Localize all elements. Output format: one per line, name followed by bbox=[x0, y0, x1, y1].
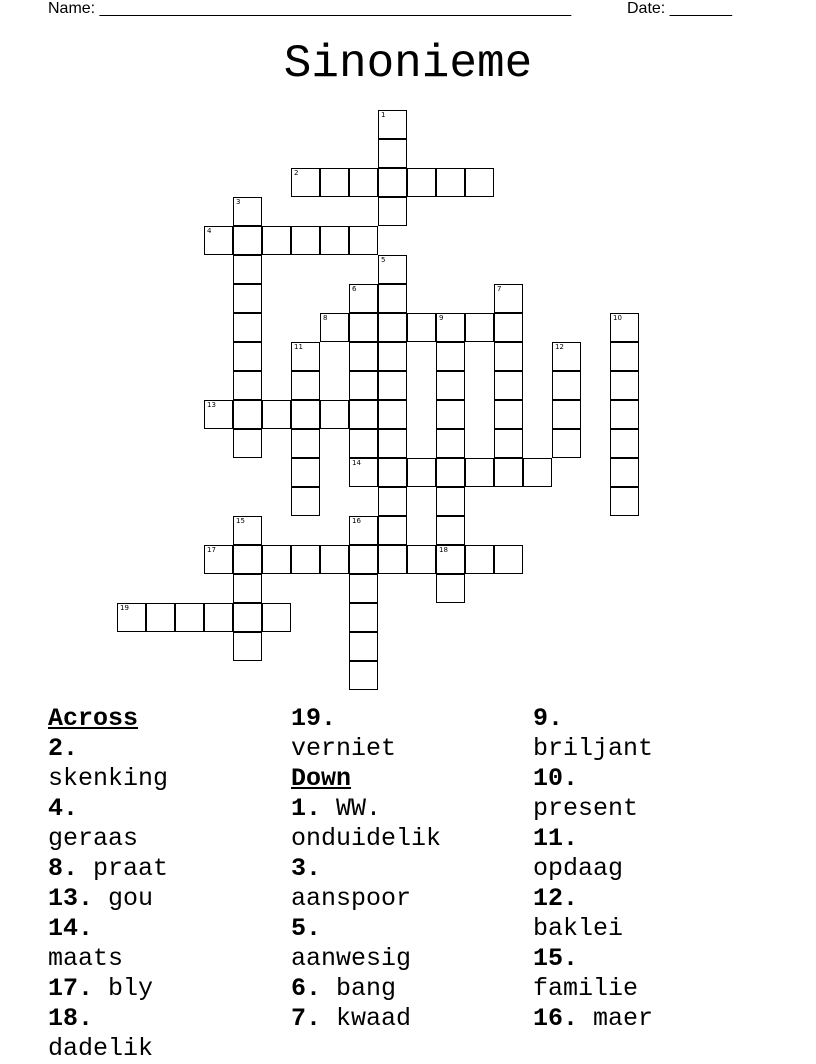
grid-cell[interactable] bbox=[233, 516, 262, 545]
grid-cell[interactable] bbox=[291, 400, 320, 429]
grid-cell[interactable] bbox=[349, 516, 378, 545]
grid-cell[interactable] bbox=[610, 342, 639, 371]
grid-cell[interactable] bbox=[610, 400, 639, 429]
down-clue bbox=[533, 1004, 653, 1034]
clue-number: 18. bbox=[48, 1004, 94, 1033]
clue-number: 19. bbox=[291, 704, 337, 733]
puzzle-title: Sinonieme bbox=[283, 38, 533, 90]
cell-number: 3 bbox=[236, 198, 241, 206]
grid-cell[interactable] bbox=[436, 545, 465, 574]
down-heading: Down bbox=[291, 764, 352, 793]
grid-cell[interactable] bbox=[233, 342, 262, 371]
grid-cell[interactable] bbox=[233, 632, 262, 661]
grid-cell[interactable] bbox=[378, 197, 407, 226]
grid-cell[interactable] bbox=[436, 342, 465, 371]
down-clue bbox=[533, 884, 653, 944]
grid-cell[interactable] bbox=[349, 168, 378, 197]
grid-cell[interactable] bbox=[378, 371, 407, 400]
grid-cell[interactable] bbox=[436, 487, 465, 516]
clue-text: aanwesig bbox=[291, 944, 412, 973]
clue-number: 1. bbox=[291, 794, 322, 823]
grid-cell[interactable] bbox=[552, 429, 581, 458]
clues-column-1 bbox=[48, 704, 168, 1064]
grid-cell[interactable] bbox=[494, 284, 523, 313]
grid-cell[interactable] bbox=[320, 545, 349, 574]
grid-cell[interactable] bbox=[349, 284, 378, 313]
clue-text: maer bbox=[593, 1004, 654, 1033]
grid-cell[interactable] bbox=[378, 255, 407, 284]
cell-number: 10 bbox=[613, 314, 622, 322]
across-clue bbox=[48, 1004, 168, 1064]
grid-cell[interactable] bbox=[552, 371, 581, 400]
grid-cell[interactable] bbox=[233, 545, 262, 574]
across-clue bbox=[48, 974, 168, 1004]
across-heading: Across bbox=[48, 704, 139, 733]
down-clue bbox=[291, 1004, 441, 1034]
grid-cell[interactable] bbox=[378, 545, 407, 574]
grid-cell[interactable] bbox=[233, 284, 262, 313]
grid-cell[interactable] bbox=[291, 429, 320, 458]
grid-cell[interactable] bbox=[610, 313, 639, 342]
grid-cell[interactable] bbox=[291, 342, 320, 371]
grid-cell[interactable] bbox=[349, 429, 378, 458]
grid-cell[interactable] bbox=[262, 400, 291, 429]
grid-cell[interactable] bbox=[291, 226, 320, 255]
grid-cell[interactable] bbox=[494, 400, 523, 429]
date-field-line[interactable]: Date: _______ bbox=[627, 0, 732, 17]
grid-cell[interactable] bbox=[378, 458, 407, 487]
grid-cell[interactable] bbox=[320, 226, 349, 255]
down-clue bbox=[291, 914, 441, 974]
grid-cell[interactable] bbox=[320, 313, 349, 342]
clue-text: briljant bbox=[533, 734, 654, 763]
grid-cell[interactable] bbox=[436, 313, 465, 342]
cell-number: 4 bbox=[207, 227, 212, 235]
grid-cell[interactable] bbox=[204, 603, 233, 632]
across-clue bbox=[48, 884, 168, 914]
cell-number: 7 bbox=[497, 285, 502, 293]
clue-number: 10. bbox=[533, 764, 579, 793]
clue-text: aanspoor bbox=[291, 884, 412, 913]
down-clue bbox=[533, 824, 653, 884]
grid-cell[interactable] bbox=[378, 139, 407, 168]
grid-cell[interactable] bbox=[262, 545, 291, 574]
grid-cell[interactable] bbox=[552, 342, 581, 371]
clue-number: 6. bbox=[291, 974, 322, 1003]
cell-number: 11 bbox=[294, 343, 303, 351]
across-clue bbox=[48, 854, 168, 884]
clue-number: 5. bbox=[291, 914, 322, 943]
grid-cell[interactable] bbox=[610, 487, 639, 516]
grid-cell[interactable] bbox=[291, 168, 320, 197]
grid-cell[interactable] bbox=[291, 371, 320, 400]
grid-cell[interactable] bbox=[233, 371, 262, 400]
clue-number: 17. bbox=[48, 974, 94, 1003]
clue-text: gou bbox=[108, 884, 154, 913]
down-clue bbox=[533, 704, 653, 764]
grid-cell[interactable] bbox=[378, 342, 407, 371]
down-clue bbox=[291, 854, 441, 914]
grid-cell[interactable] bbox=[436, 516, 465, 545]
down-clue bbox=[291, 974, 441, 1004]
grid-cell[interactable] bbox=[494, 429, 523, 458]
grid-cell[interactable] bbox=[436, 400, 465, 429]
grid-cell[interactable] bbox=[378, 429, 407, 458]
clue-text: bly bbox=[108, 974, 154, 1003]
grid-cell[interactable] bbox=[378, 516, 407, 545]
cell-number: 19 bbox=[120, 604, 129, 612]
grid-cell[interactable] bbox=[146, 603, 175, 632]
grid-cell[interactable] bbox=[465, 458, 494, 487]
grid-cell[interactable] bbox=[175, 603, 204, 632]
grid-cell[interactable] bbox=[291, 458, 320, 487]
clue-text: opdaag bbox=[533, 854, 624, 883]
grid-cell[interactable] bbox=[233, 603, 262, 632]
grid-cell[interactable] bbox=[291, 545, 320, 574]
grid-cell[interactable] bbox=[378, 400, 407, 429]
clue-text: bang bbox=[336, 974, 397, 1003]
grid-cell[interactable] bbox=[349, 661, 378, 690]
clue-number: 14. bbox=[48, 914, 94, 943]
grid-cell[interactable] bbox=[233, 226, 262, 255]
grid-cell[interactable] bbox=[204, 226, 233, 255]
clue-text: praat bbox=[93, 854, 169, 883]
clue-number: 2. bbox=[48, 734, 79, 763]
cell-number: 18 bbox=[439, 546, 448, 554]
grid-cell[interactable] bbox=[610, 371, 639, 400]
cell-number: 16 bbox=[352, 517, 361, 525]
grid-cell[interactable] bbox=[349, 545, 378, 574]
cell-number: 8 bbox=[323, 314, 328, 322]
grid-cell[interactable] bbox=[378, 313, 407, 342]
grid-cell[interactable] bbox=[407, 313, 436, 342]
cell-number: 1 bbox=[381, 111, 386, 119]
across-clue bbox=[291, 704, 441, 764]
grid-cell[interactable] bbox=[436, 371, 465, 400]
clue-text: dadelik bbox=[48, 1034, 154, 1063]
grid-cell[interactable] bbox=[378, 110, 407, 139]
grid-cell[interactable] bbox=[233, 197, 262, 226]
grid-cell[interactable] bbox=[262, 226, 291, 255]
grid-cell[interactable] bbox=[552, 400, 581, 429]
grid-cell[interactable] bbox=[523, 458, 552, 487]
grid-cell[interactable] bbox=[349, 574, 378, 603]
clue-text: skenking bbox=[48, 764, 169, 793]
clue-number: 4. bbox=[48, 794, 79, 823]
grid-cell[interactable] bbox=[494, 458, 523, 487]
grid-cell[interactable] bbox=[349, 371, 378, 400]
down-clue bbox=[533, 764, 653, 824]
clue-number: 8. bbox=[48, 854, 79, 883]
cell-number: 9 bbox=[439, 314, 444, 322]
down-clue bbox=[291, 794, 441, 824]
down-clue bbox=[533, 944, 653, 1004]
grid-cell[interactable] bbox=[436, 429, 465, 458]
grid-cell[interactable] bbox=[262, 603, 291, 632]
name-field-line[interactable]: Name: _____________________________________________________ bbox=[48, 0, 572, 17]
grid-cell[interactable] bbox=[204, 545, 233, 574]
grid-cell[interactable] bbox=[494, 342, 523, 371]
clue-number: 3. bbox=[291, 854, 322, 883]
grid-cell[interactable] bbox=[465, 313, 494, 342]
grid-cell[interactable] bbox=[436, 574, 465, 603]
cell-number: 12 bbox=[555, 343, 564, 351]
clue-number: 15. bbox=[533, 944, 579, 973]
grid-cell[interactable] bbox=[349, 458, 378, 487]
grid-cell[interactable] bbox=[494, 371, 523, 400]
clues-column-2 bbox=[291, 704, 441, 1034]
clue-text: verniet bbox=[291, 734, 397, 763]
grid-cell[interactable] bbox=[610, 458, 639, 487]
cell-number: 15 bbox=[236, 517, 245, 525]
grid-cell[interactable] bbox=[233, 313, 262, 342]
cell-number: 2 bbox=[294, 169, 299, 177]
grid-cell[interactable] bbox=[378, 487, 407, 516]
down-clue-continuation bbox=[291, 824, 441, 854]
across-clue bbox=[48, 794, 168, 854]
grid-cell[interactable] bbox=[465, 545, 494, 574]
grid-cell[interactable] bbox=[436, 168, 465, 197]
grid-cell[interactable] bbox=[349, 400, 378, 429]
grid-cell[interactable] bbox=[233, 400, 262, 429]
across-clue bbox=[48, 914, 168, 974]
grid-cell[interactable] bbox=[349, 313, 378, 342]
cell-number: 5 bbox=[381, 256, 386, 264]
grid-cell[interactable] bbox=[349, 632, 378, 661]
clue-text: familie bbox=[533, 974, 639, 1003]
cell-number: 17 bbox=[207, 546, 216, 554]
clue-text: baklei bbox=[533, 914, 624, 943]
grid-cell[interactable] bbox=[378, 168, 407, 197]
cell-number: 14 bbox=[352, 459, 361, 467]
grid-cell[interactable] bbox=[320, 168, 349, 197]
grid-cell[interactable] bbox=[436, 458, 465, 487]
grid-cell[interactable] bbox=[233, 429, 262, 458]
grid-cell[interactable] bbox=[407, 458, 436, 487]
clue-number: 16. bbox=[533, 1004, 579, 1033]
grid-cell[interactable] bbox=[349, 342, 378, 371]
across-clue bbox=[48, 734, 168, 794]
clue-text: kwaad bbox=[336, 1004, 412, 1033]
grid-cell[interactable] bbox=[494, 545, 523, 574]
cell-number: 13 bbox=[207, 401, 216, 409]
grid-cell[interactable] bbox=[494, 313, 523, 342]
clue-text: present bbox=[533, 794, 639, 823]
clue-number: 11. bbox=[533, 824, 579, 853]
grid-cell[interactable] bbox=[291, 487, 320, 516]
grid-cell[interactable] bbox=[233, 255, 262, 284]
grid-cell[interactable] bbox=[378, 284, 407, 313]
clue-number: 9. bbox=[533, 704, 564, 733]
grid-cell[interactable] bbox=[610, 429, 639, 458]
clue-number: 13. bbox=[48, 884, 94, 913]
grid-cell[interactable] bbox=[407, 545, 436, 574]
clue-number: 7. bbox=[291, 1004, 322, 1033]
grid-cell[interactable] bbox=[204, 400, 233, 429]
grid-cell[interactable] bbox=[349, 226, 378, 255]
grid-cell[interactable] bbox=[465, 168, 494, 197]
grid-cell[interactable] bbox=[233, 574, 262, 603]
cell-number: 6 bbox=[352, 285, 357, 293]
clues-column-3 bbox=[533, 704, 653, 1034]
grid-cell[interactable] bbox=[407, 168, 436, 197]
grid-cell[interactable] bbox=[349, 603, 378, 632]
clue-text: onduidelik bbox=[291, 824, 442, 853]
grid-cell[interactable] bbox=[320, 400, 349, 429]
clue-text: WW. bbox=[336, 794, 382, 823]
grid-cell[interactable] bbox=[117, 603, 146, 632]
clue-number: 12. bbox=[533, 884, 579, 913]
clue-text: geraas bbox=[48, 824, 139, 853]
clue-text: maats bbox=[48, 944, 124, 973]
